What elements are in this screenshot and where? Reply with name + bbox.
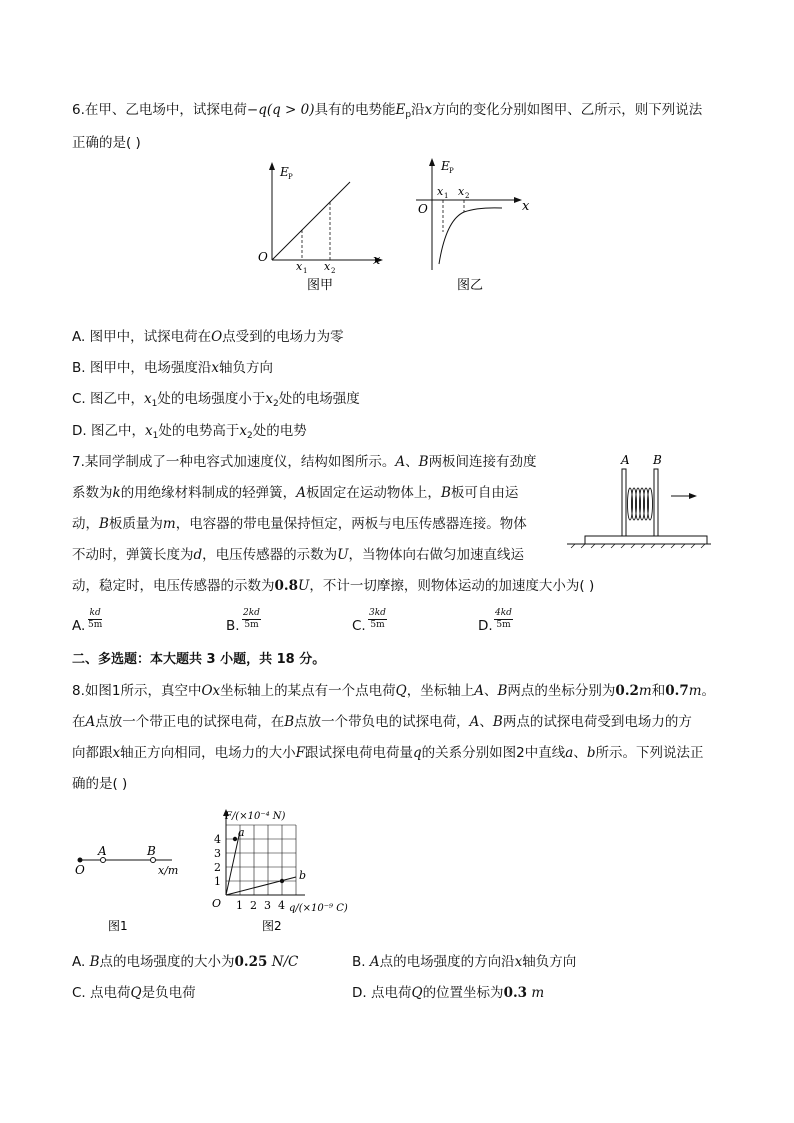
q8-line2 (72, 712, 692, 732)
q8-var: A (469, 714, 480, 730)
q6-ep-sub: p (405, 110, 412, 120)
q8-option-d[interactable] (352, 983, 544, 1003)
yi-x1-sub: 1 (444, 192, 449, 200)
fig2-label-a: a (238, 826, 245, 839)
fig1-origin-dot (78, 858, 83, 863)
q7-text: 板可自由运 (450, 485, 519, 501)
q7-option-c[interactable] (352, 616, 366, 636)
q7-text: 7.某同学制成了一种电容式加速度仪，结构如图所示。 (72, 454, 396, 470)
section-2-title-a: 二、多选题： (72, 652, 151, 667)
q8-option-c-text: C. 点电荷 (72, 985, 131, 1001)
q7-option-b-num: 2kd (243, 608, 260, 618)
jia-line (272, 182, 350, 260)
yi-origin: O (418, 202, 428, 216)
q7-var: B (440, 485, 451, 501)
yi-x-label: x (522, 199, 530, 214)
q7-text: 、 (405, 454, 419, 470)
q8-var: Ox (201, 683, 221, 699)
q8-text: 和 (651, 683, 666, 699)
fig2-caption: 图2 (262, 919, 282, 933)
q8-var: q (413, 745, 422, 761)
q7-option-a[interactable] (72, 616, 85, 636)
q7-fig-label-a: A (621, 453, 630, 467)
q6-text: 具有的电势能 (314, 102, 396, 118)
fig2-y-tick-2: 2 (214, 861, 221, 874)
q8-num: 0.2 (615, 683, 639, 699)
q7-plate-b (654, 469, 658, 536)
jia-caption: 图甲 (307, 278, 334, 293)
q8-text: 点放一个带负电的试探电荷， (294, 714, 470, 730)
q7-option-b-den: 5m (244, 620, 259, 630)
q7-option-c-frac (368, 608, 387, 631)
q8-text: 坐标轴上的某点有一个点电荷 (220, 683, 396, 699)
q6-option-c-text3: 处的电场强度 (278, 391, 360, 407)
q8-line1 (72, 681, 715, 701)
yi-x1: x (437, 185, 444, 198)
q7-var: A (296, 485, 306, 501)
q8-figure-1 (70, 843, 190, 933)
q8-option-d-text2: 的位置坐标为 (422, 985, 504, 1001)
q6-option-d-x2: x (239, 423, 247, 439)
jia-x2-sub: 2 (331, 267, 336, 275)
q6-option-a-text2: 点受到的电场力为零 (222, 329, 344, 345)
q7-var: B (99, 516, 109, 532)
jia-origin: O (258, 250, 268, 264)
q8-option-b-text3: 轴负方向 (522, 954, 577, 970)
q8-unit: m (638, 683, 652, 699)
yi-x2-sub: 2 (465, 192, 470, 200)
fig2-x-label: q/(×10⁻⁹ C) (289, 903, 348, 914)
q8-option-a-num: 0.25 (234, 954, 268, 970)
q7-figure (563, 452, 713, 552)
q7-line2 (72, 483, 518, 503)
q8-text: 、 (573, 745, 587, 761)
q8-text: 向都跟 (72, 745, 113, 761)
q7-option-a-frac (88, 608, 102, 631)
q8-line4: 确的是( ) (72, 776, 128, 792)
fig2-point-b (280, 879, 284, 883)
q7-var: d (193, 547, 203, 563)
q6-option-b-x: x (211, 360, 219, 376)
q8-text: 在 (72, 714, 86, 730)
yi-curve (439, 208, 502, 264)
q7-line4 (72, 545, 524, 565)
fig2-origin: O (212, 897, 222, 910)
q7-text: ，电容器的带电量保持恒定，两板与电压传感器连接。物体 (175, 516, 527, 532)
q8-text: 的关系分别如图2中直线 (421, 745, 566, 761)
q8-text: 跟试探电荷电荷量 (305, 745, 413, 761)
q7-text: 系数为 (72, 485, 113, 501)
q7-arrow-head (689, 493, 697, 499)
q6-option-c-x1: x (144, 391, 152, 407)
q7-option-d[interactable] (478, 616, 493, 636)
q7-text: ，当物体向右做匀加速直线运 (348, 547, 525, 563)
q8-option-c-text2: 是负电荷 (141, 985, 196, 1001)
q8-option-a-text: A. (72, 954, 90, 970)
q6-option-a[interactable] (72, 327, 344, 347)
q6-option-a-text: A. 图甲中，试探电荷在 (72, 329, 212, 345)
q7-text: ，不计一切摩擦，则物体运动的加速度大小为( ) (309, 578, 595, 594)
fig2-y-label: F/(×10⁻⁴ N) (225, 811, 286, 822)
fig1-point-b (151, 858, 156, 863)
fig2-x-tick-3: 3 (264, 899, 271, 912)
q8-option-a-b: B (89, 954, 100, 970)
q8-text: 点放一个带正电的试探电荷，在 (95, 714, 285, 730)
q7-text: 板质量为 (108, 516, 163, 532)
q7-var: U (298, 578, 310, 594)
q7-option-d-num: 4kd (495, 608, 512, 618)
q6-text: 6.在甲、乙电场中，试探电荷 (72, 102, 247, 118)
q6-option-c-text: C. 图乙中， (72, 391, 145, 407)
q8-var: B (497, 683, 508, 699)
q7-plate-a (622, 469, 626, 536)
q6-option-d-text: D. 图乙中， (72, 423, 145, 439)
fig2-line-b (226, 877, 296, 895)
q8-option-d-q: Q (411, 985, 423, 1001)
q8-var: x (112, 745, 121, 761)
q7-option-b-frac (242, 608, 261, 631)
q8-option-c-q: Q (130, 985, 142, 1001)
q6-option-b-text: B. 图甲中，电场强度沿 (72, 360, 212, 376)
fig1-caption: 图1 (108, 919, 128, 933)
q8-option-d-text: D. 点电荷 (352, 985, 412, 1001)
q8-option-d-num: 0.3 (503, 985, 528, 1001)
q8-option-a-unit: N/C (267, 954, 299, 970)
q7-option-a-label: A. (72, 618, 86, 634)
q8-option-a-text2: 点的电场强度的大小为 (99, 954, 235, 970)
section-2-title (72, 650, 325, 670)
fig2-line-a (226, 831, 240, 895)
q6-text: 沿 (411, 102, 425, 118)
jia-y-arrow (269, 162, 275, 170)
q7-var: k (112, 485, 121, 501)
q7-text: ，电压传感器的示数为 (202, 547, 338, 563)
q8-unit: m (688, 683, 702, 699)
q6-charge: −q(q > 0) (246, 102, 315, 118)
q6-option-d-x2-sub: 2 (246, 431, 253, 441)
q8-var: A (474, 683, 484, 699)
q8-option-b-text2: 点的电场强度的方向沿 (379, 954, 515, 970)
q8-num: 0.7 (665, 683, 689, 699)
q7-option-d-den: 5m (496, 620, 511, 630)
jia-y-sub: P (288, 173, 293, 181)
q8-text: 轴正方向相同，电场力的大小 (120, 745, 296, 761)
jia-x1: x (296, 260, 303, 273)
q8-text: 、 (484, 683, 498, 699)
yi-y-sub: P (449, 167, 454, 175)
q7-base (585, 536, 707, 544)
fig1-label-a: A (98, 844, 107, 858)
q7-option-a-num: kd (89, 608, 101, 618)
yi-caption: 图乙 (457, 278, 484, 293)
yi-x2: x (458, 185, 465, 198)
q6-option-c-text2: 处的电场强度小于 (157, 391, 266, 407)
fig2-x-tick-2: 2 (250, 899, 257, 912)
q6-x: x (424, 102, 433, 118)
fig1-axis-label: x/m (158, 864, 179, 877)
yi-y-label: E (441, 159, 450, 173)
jia-x-label: x (373, 253, 381, 268)
q7-option-b[interactable] (226, 616, 240, 636)
q8-option-a[interactable] (72, 952, 298, 972)
q6-figure-yi (412, 152, 542, 292)
q7-text: 的用绝缘材料制成的轻弹簧， (120, 485, 297, 501)
fig2-x-tick-4: 4 (278, 899, 285, 912)
fig2-label-b: b (299, 869, 307, 882)
q8-text: 两点的坐标分别为 (507, 683, 616, 699)
q7-option-c-den: 5m (370, 620, 385, 630)
q8-text: ，坐标轴上 (406, 683, 475, 699)
section-2-title-b: 本大题共 3 小题，共 18 分。 (150, 652, 326, 667)
q6-option-d-text2: 处的电势高于 (158, 423, 240, 439)
jia-x2: x (324, 260, 331, 273)
q8-line3 (72, 743, 703, 763)
q6-option-d[interactable] (72, 421, 307, 446)
q8-var: F (295, 745, 305, 761)
yi-y-arrow (429, 158, 435, 166)
q8-var: A (85, 714, 96, 730)
q8-var: a (565, 745, 574, 761)
q7-option-c-label: C. (352, 618, 366, 634)
q6-text: 方向的变化分别如图甲、乙所示，则下列说法 (432, 102, 703, 118)
q6-option-d-x1-sub: 1 (152, 431, 159, 441)
q8-var: B (492, 714, 503, 730)
q7-spring (628, 488, 653, 520)
q7-option-b-label: B. (226, 618, 240, 634)
q8-var: B (284, 714, 295, 730)
q8-text: 8.如图1所示，真空中 (72, 683, 202, 699)
q7-var: m (162, 516, 176, 532)
fig2-y-tick-1: 1 (214, 875, 221, 888)
fig2-point-a (233, 837, 237, 841)
q6-stem-line1 (72, 100, 702, 125)
q8-var: Q (395, 683, 407, 699)
q8-text: 两点的试探电荷受到电场力的方 (502, 714, 692, 730)
q6-option-b-text2: 轴负方向 (218, 360, 273, 376)
q7-fig-label-b: B (653, 453, 662, 467)
q8-option-b-text: B. (352, 954, 370, 970)
q8-option-c[interactable] (72, 983, 196, 1003)
q7-text: 两板间连接有劲度 (428, 454, 537, 470)
q8-text: 、 (479, 714, 493, 730)
q7-var: B (418, 454, 429, 470)
q7-option-c-num: 3kd (369, 608, 386, 618)
q7-option-a-den: 5m (88, 620, 103, 630)
q6-option-c[interactable] (72, 389, 360, 414)
q8-option-b[interactable] (352, 952, 576, 972)
fig2-grid (226, 825, 296, 895)
q7-var: A (395, 454, 406, 470)
q6-option-c-x2-sub: 2 (273, 399, 279, 409)
q7-ground-hatch (571, 544, 705, 548)
q8-option-b-x: x (514, 954, 523, 970)
q6-option-d-x1: x (144, 423, 153, 439)
fig2-y-tick-4: 4 (214, 833, 221, 846)
q7-line5 (72, 576, 594, 596)
q8-option-b-a: A (369, 954, 380, 970)
jia-x1-sub: 1 (303, 267, 308, 275)
q8-var: b (586, 745, 596, 761)
q6-stem-line2: 正确的是( ) (72, 135, 141, 151)
q6-ep: E (395, 102, 406, 118)
q7-text: 动， (72, 516, 99, 532)
q6-option-a-o: O (211, 329, 223, 345)
q6-option-b[interactable] (72, 358, 273, 378)
fig2-x-tick-1: 1 (236, 899, 243, 912)
q6-option-c-x2: x (265, 391, 273, 407)
fig1-label-o: O (75, 863, 85, 877)
q8-option-d-unit: m (527, 985, 545, 1001)
q7-text: 不动时，弹簧长度为 (72, 547, 194, 563)
q6-option-c-x1-sub: 1 (151, 399, 158, 409)
yi-x-arrow (514, 197, 522, 203)
q7-num: 0.8 (274, 578, 298, 594)
q7-text: 动，稳定时，电压传感器的示数为 (72, 578, 275, 594)
jia-y-label: E (280, 165, 289, 179)
q7-option-d-label: D. (478, 618, 493, 634)
q8-figure-2 (205, 803, 355, 938)
q7-option-d-frac (494, 608, 513, 631)
q7-line3 (72, 514, 527, 534)
q8-text: 。 (701, 683, 716, 699)
fig2-y-tick-3: 3 (214, 847, 221, 860)
q8-text: 所示。下列说法正 (595, 745, 704, 761)
q7-var: U (337, 547, 349, 563)
q7-line1 (72, 452, 537, 472)
q7-text: 板固定在运动物体上， (305, 485, 441, 501)
fig1-point-a (101, 858, 106, 863)
fig1-label-b: B (147, 844, 156, 858)
q6-figure-jia (255, 160, 385, 300)
q6-option-d-text3: 处的电势 (252, 423, 307, 439)
